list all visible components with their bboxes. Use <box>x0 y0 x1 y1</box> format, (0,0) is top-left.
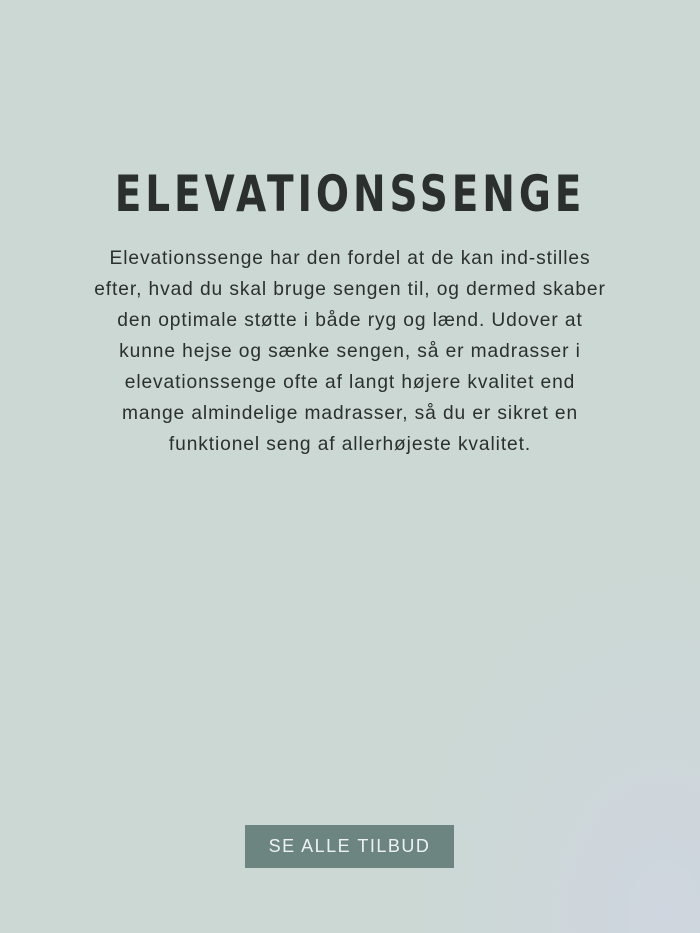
section-title: ELEVATIONSSENGE <box>114 165 586 223</box>
see-all-offers-button[interactable]: SE ALLE TILBUD <box>245 825 454 868</box>
section-description: Elevationssenge har den fordel at de kan ind-stilles efter, hvad du skal bruge sengen til, og dermed skaber den optimale støtte i både ryg og lænd. Udover at kunne hejse og sænke sengen, så er madrasser i elevationssenge ofte af langt højere kvalitet end mange almindelige madrasser, så du er sikret en funktionel seng af allerhøjeste kvalitet. <box>94 248 606 455</box>
